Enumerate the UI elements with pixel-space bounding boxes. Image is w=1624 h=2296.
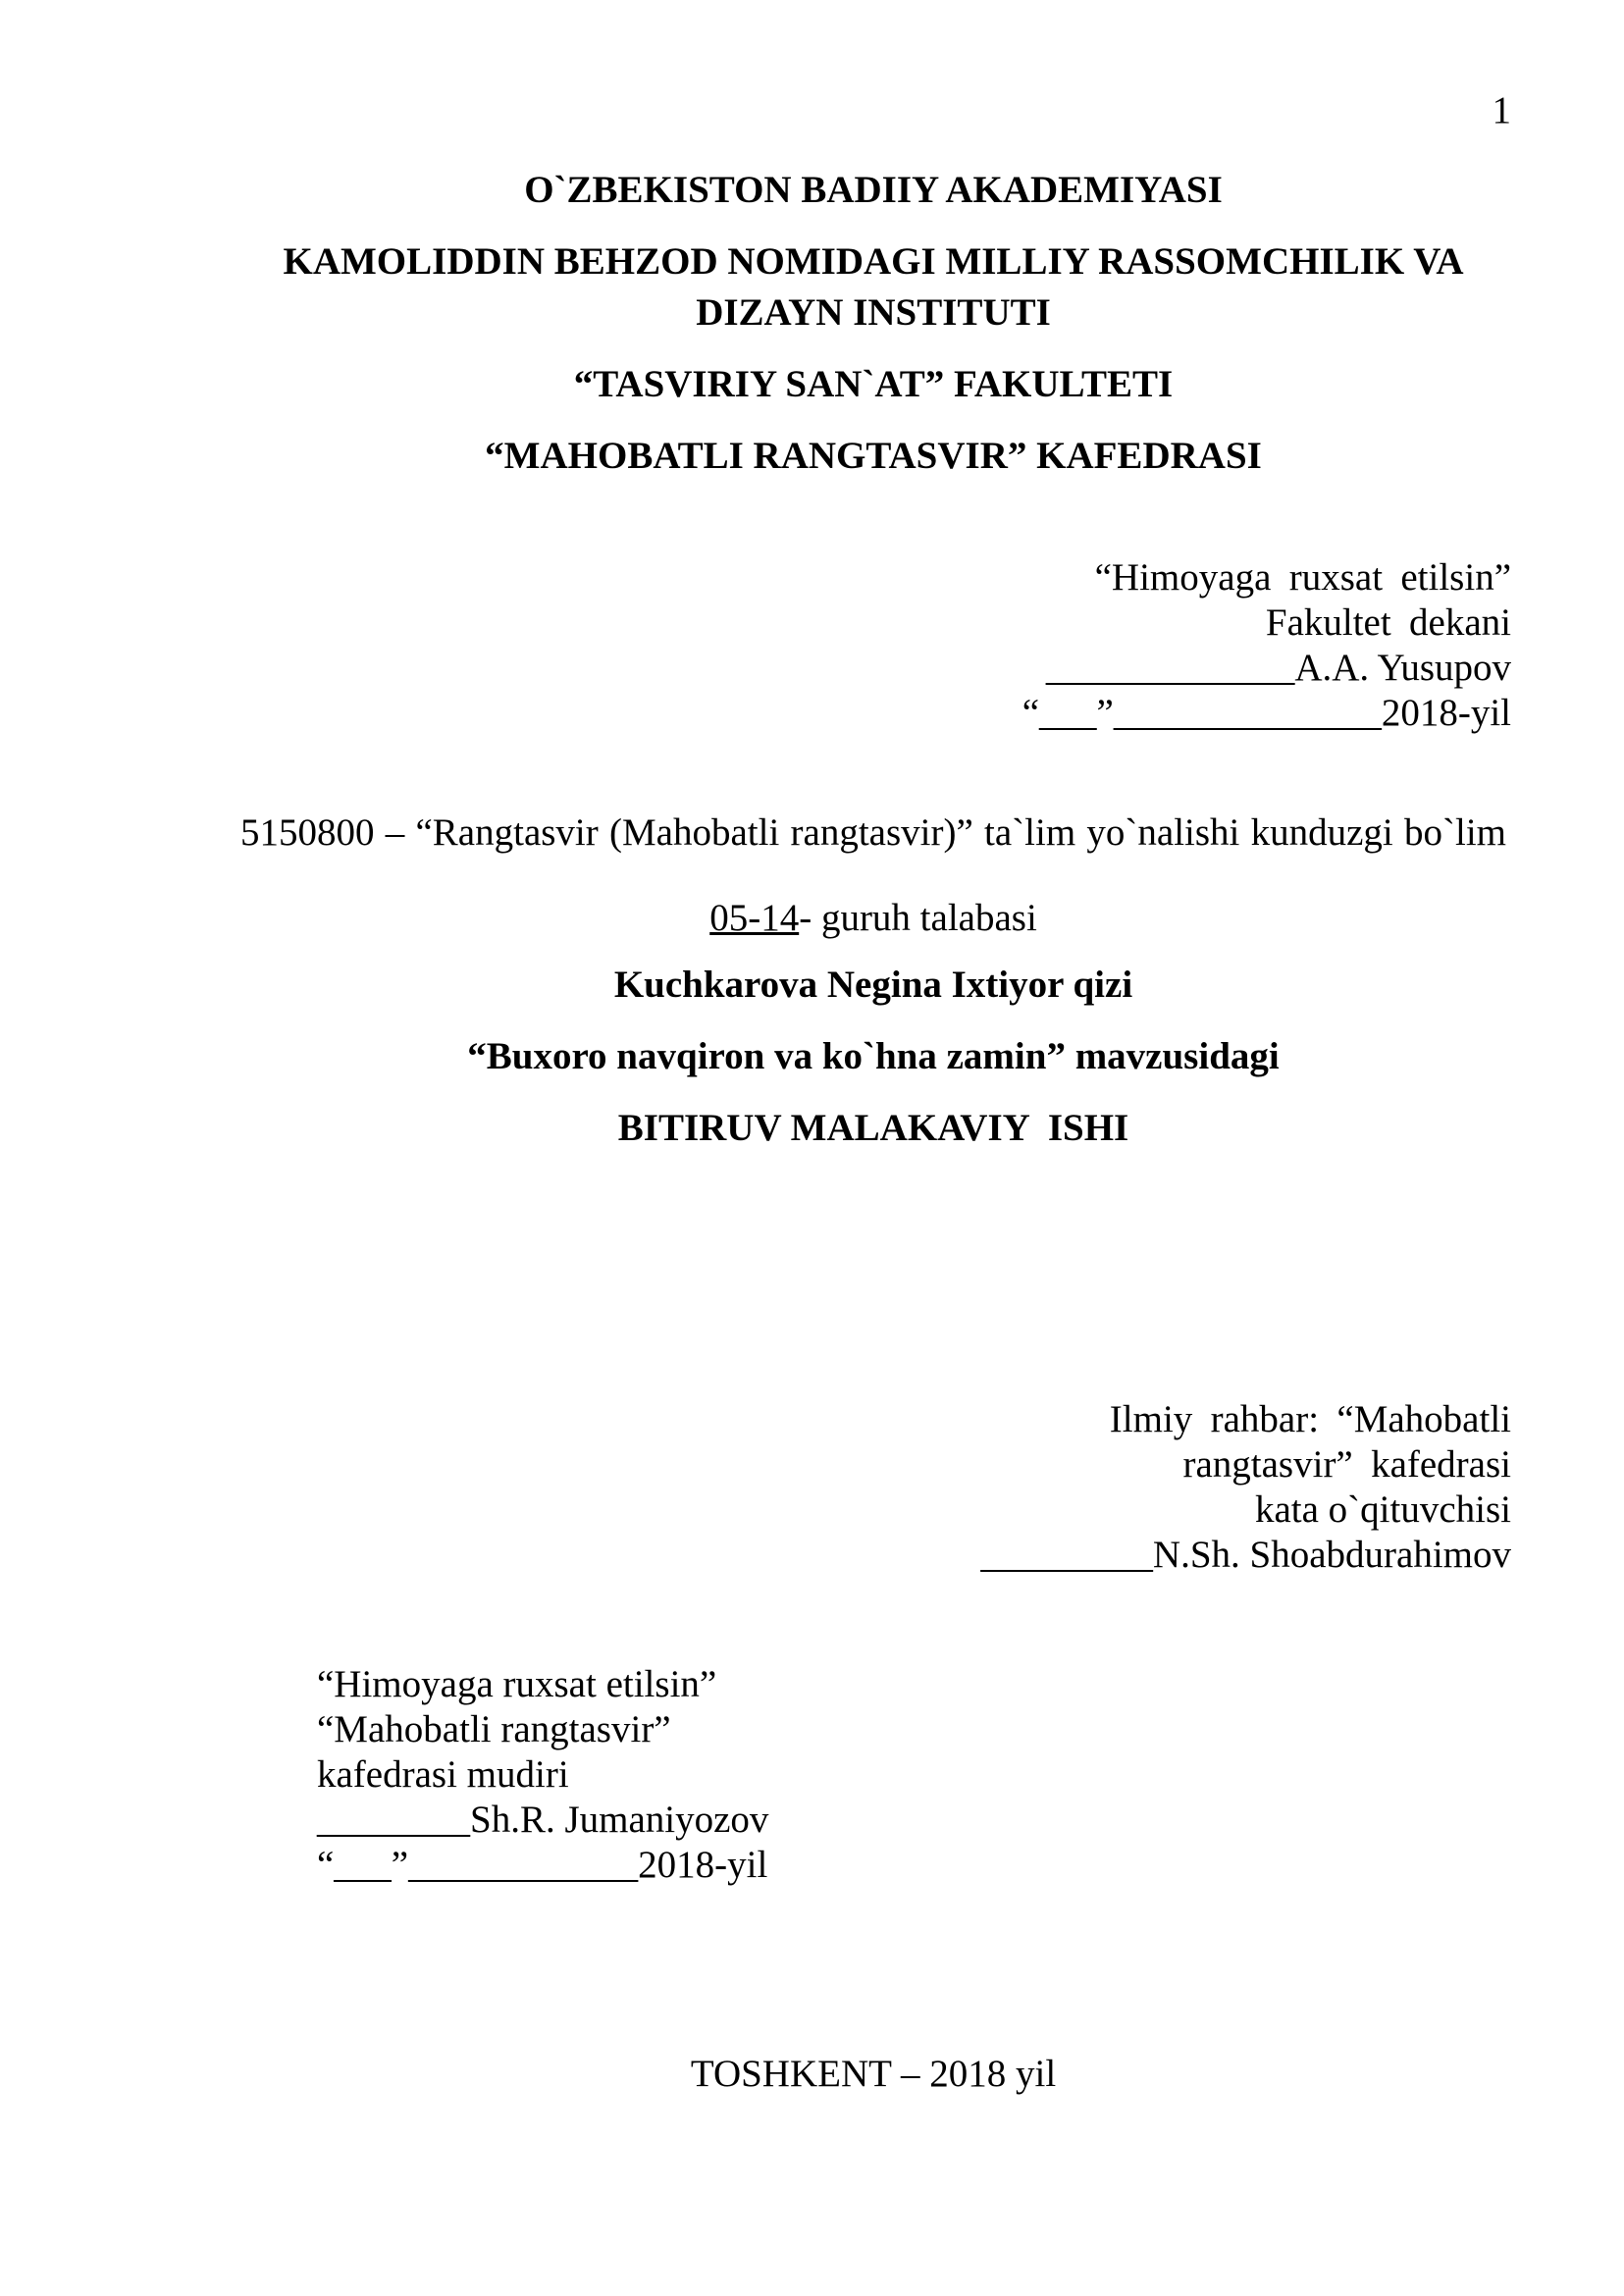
group-number: 05-14	[709, 897, 800, 939]
department-approval-name: “Mahobatli rangtasvir”	[317, 1708, 671, 1750]
department-title: “MAHOBATLI RANGTASVIR” KAFEDRASI	[485, 435, 1262, 477]
faculty-title: “TASVIRIY SAN`AT” FAKULTETI	[573, 363, 1174, 405]
institute-title	[240, 236, 1506, 339]
department-approval-permission: “Himoyaga ruxsat etilsin”	[317, 1663, 717, 1705]
dean-approval-role: Fakultet dekani	[1265, 601, 1511, 644]
supervisor-line-3: kata o`qituvchisi	[1254, 1488, 1511, 1531]
supervisor-block	[980, 1397, 1511, 1578]
student-block	[240, 963, 1506, 1177]
institute-title-line-1: KAMOLIDDIN BEHZOD NOMIDAGI MILLIY RASSOMCHILIK VA	[283, 240, 1464, 283]
dean-signature-line: _____________A.A. Yusupov	[1045, 647, 1511, 689]
student-name: Kuchkarova Negina Ixtiyor qizi	[613, 964, 1133, 1006]
group-line	[240, 896, 1506, 941]
supervisor-line-1: Ilmiy rahbar: “Mahobatli	[1109, 1398, 1511, 1440]
supervisor-signature-line: _________N.Sh. Shoabdurahimov	[980, 1534, 1511, 1576]
work-type-title: BITIRUV MALAKAVIY ISHI	[617, 1107, 1129, 1149]
page-number: 1	[1492, 89, 1511, 131]
department-date-line: “___”____________2018-yil	[317, 1844, 768, 1886]
institute-title-line-2: DIZAYN INSTITUTI	[696, 291, 1051, 334]
department-signature-line: ________Sh.R. Jumaniyozov	[317, 1799, 769, 1841]
thesis-title: “Buxoro navqiron va ko`hna zamin” mavzusidagi	[467, 1035, 1280, 1077]
group-suffix: - guruh talabasi	[799, 897, 1037, 939]
document-header	[240, 165, 1506, 502]
city-year-line: TOSHKENT – 2018 yil	[690, 2053, 1057, 2095]
dean-approval-block	[1022, 555, 1511, 736]
program-direction-line: 5150800 – “Rangtasvir (Mahobatli rangtasvir)” ta`lim yo`nalishi kunduzgi bo`lim	[240, 811, 1506, 854]
department-approval-role: kafedrasi mudiri	[317, 1753, 569, 1796]
department-approval-block	[317, 1662, 768, 1888]
academy-title: O`ZBEKISTON BADIIY AKADEMIYASI	[524, 169, 1223, 211]
dean-date-line: “___”______________2018-yil	[1022, 692, 1511, 734]
dean-approval-permission: “Himoyaga ruxsat etilsin”	[1094, 556, 1511, 599]
supervisor-line-2: rangtasvir” kafedrasi	[1182, 1443, 1511, 1486]
